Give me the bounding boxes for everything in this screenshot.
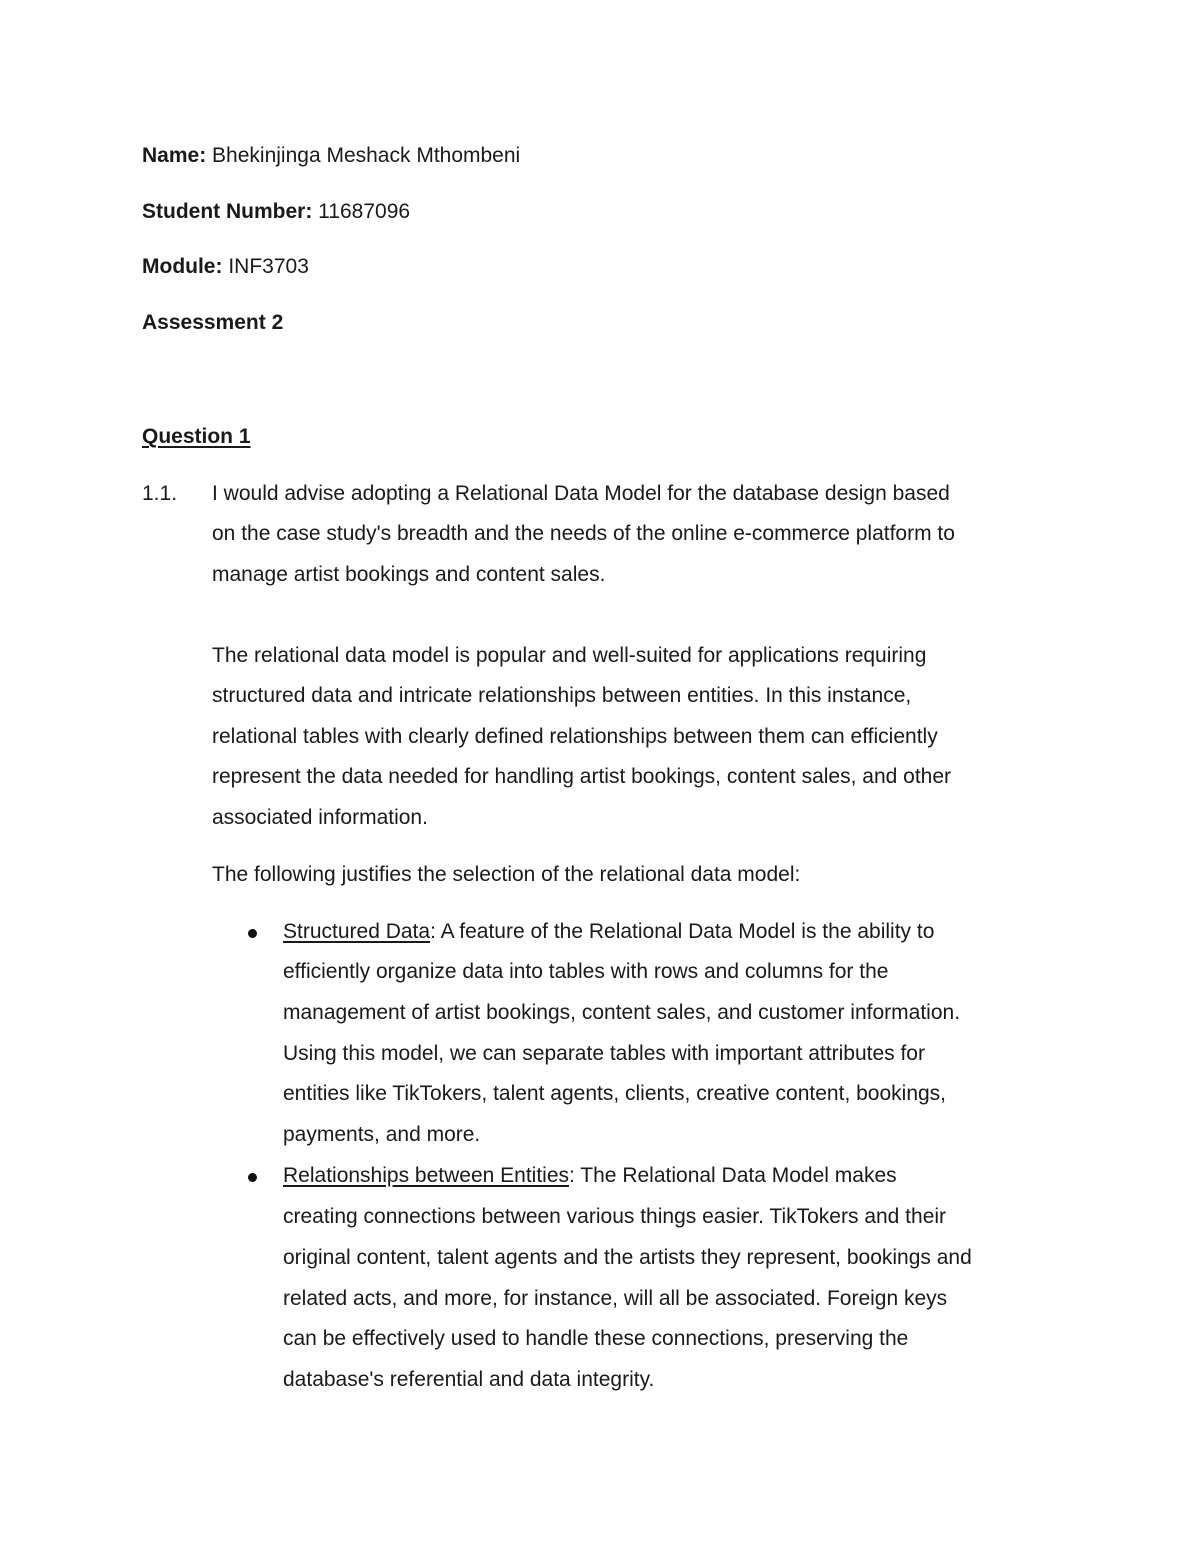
bullet-dot: [248, 929, 257, 938]
name-line: [142, 143, 520, 169]
name-value: Bhekinjinga Meshack Mthombeni: [212, 144, 521, 167]
assessment-title: Assessment 2: [142, 311, 284, 334]
student-number-value: 11687096: [318, 200, 411, 223]
bullet-dot: [248, 1173, 257, 1182]
bullet-line: Using this model, we can separate tables with important attributes for: [283, 1042, 925, 1065]
module-value: INF3703: [228, 255, 309, 278]
paragraph-line: The following justifies the selection of the relational data model:: [212, 863, 801, 886]
bullet-text: : A feature of the Relational Data Model is the ability to: [430, 920, 935, 943]
bullet-term: Relationships between Entities: [283, 1164, 570, 1187]
bullet-line: entities like TikTokers, talent agents, clients, creative content, bookings,: [283, 1082, 947, 1105]
paragraph-line: associated information.: [212, 806, 428, 829]
intro-line: manage artist bookings and content sales.: [212, 563, 606, 586]
bullet-line: related acts, and more, for instance, will all be associated. Foreign keys: [283, 1287, 948, 1310]
bullet-line: original content, talent agents and the artists they represent, bookings and: [283, 1246, 972, 1269]
intro-line: I would advise adopting a Relational Data Model for the database design based: [212, 482, 950, 505]
intro-line: on the case study's breadth and the needs of the online e-commerce platform to: [212, 522, 955, 545]
paragraph-line: The relational data model is popular and well-suited for applications requiring: [212, 644, 927, 667]
bullet-first-line: [283, 1163, 897, 1189]
bullet-line: creating connections between various things easier. TikTokers and their: [283, 1205, 947, 1228]
module-label: Module:: [142, 255, 223, 278]
bullet-line: can be effectively used to handle these connections, preserving the: [283, 1327, 909, 1350]
bullet-line: payments, and more.: [283, 1123, 481, 1146]
name-label: Name:: [142, 144, 207, 167]
item-number: 1.1.: [142, 482, 178, 505]
module-line: [142, 254, 309, 280]
paragraph-line: structured data and intricate relationships between entities. In this instance,: [212, 684, 912, 707]
student-number-line: [142, 199, 410, 225]
bullet-line: management of artist bookings, content sales, and customer information.: [283, 1001, 961, 1024]
student-number-label: Student Number:: [142, 200, 313, 223]
paragraph-line: relational tables with clearly defined relationships between them can efficiently: [212, 725, 938, 748]
bullet-text: : The Relational Data Model makes: [569, 1164, 897, 1187]
bullet-line: database's referential and data integrity.: [283, 1368, 655, 1391]
bullet-term: Structured Data: [283, 920, 431, 943]
bullet-first-line: [283, 919, 934, 945]
bullet-line: efficiently organize data into tables with rows and columns for the: [283, 960, 889, 983]
question-heading: Question 1: [142, 425, 251, 448]
paragraph-line: represent the data needed for handling artist bookings, content sales, and other: [212, 765, 951, 788]
